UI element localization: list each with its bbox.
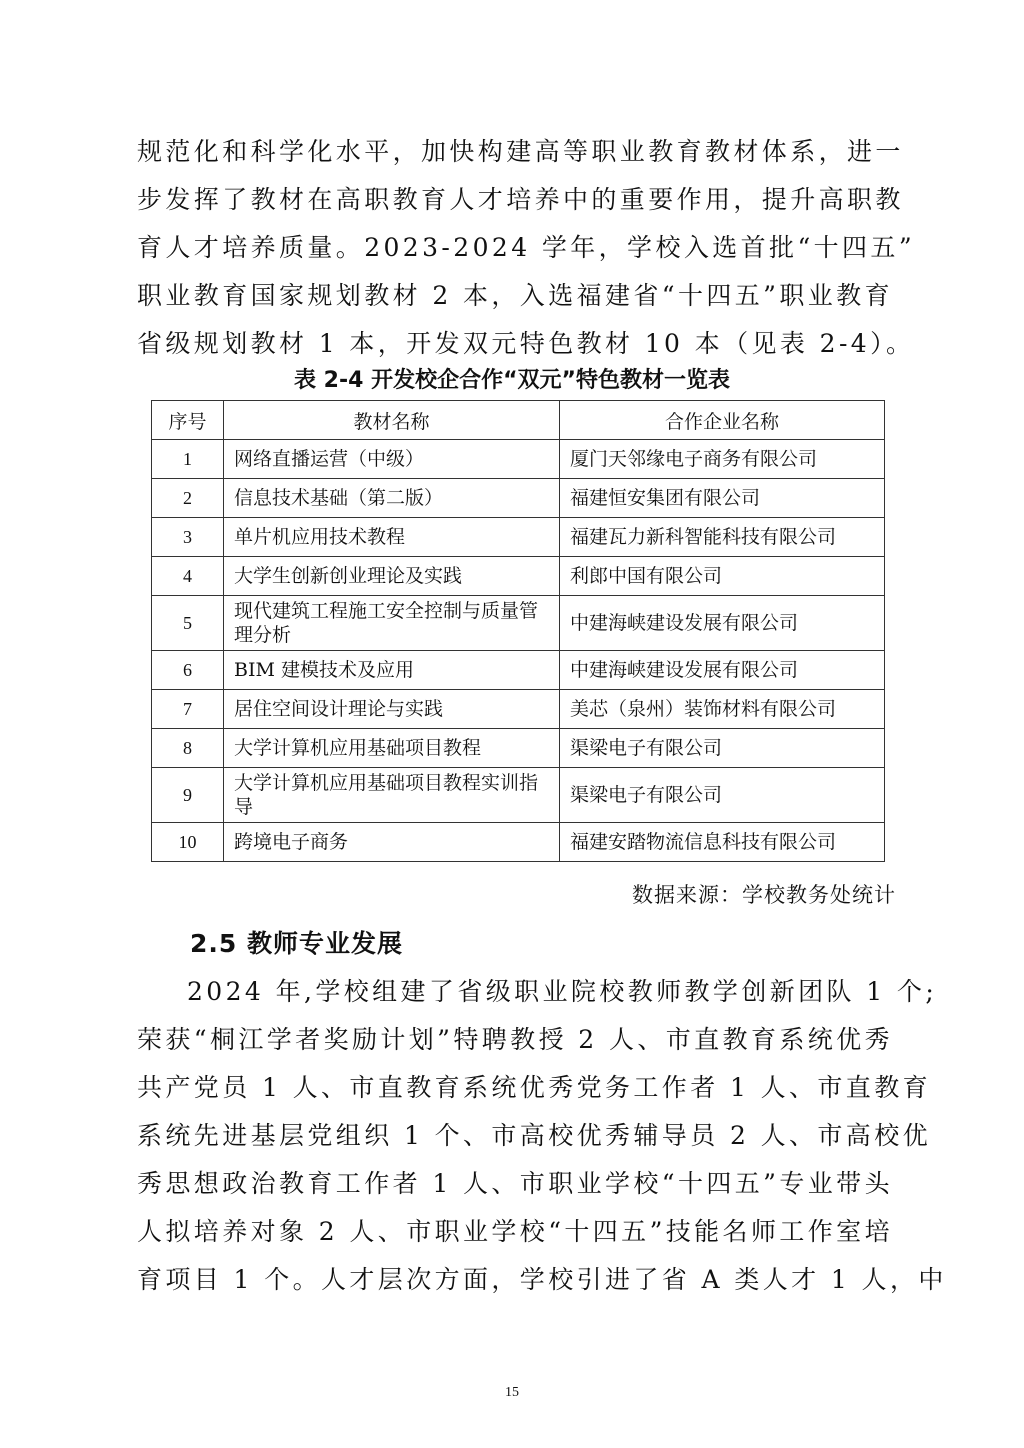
text-line: 秀思想政治教育工作者 1 人、市职业学校“十四五”专业带头: [137, 1169, 893, 1198]
company-name: 福建安踏物流信息科技有限公司: [560, 823, 885, 862]
text-line: 育人才培养质量。2023-2024 学年，学校入选首批“十四五”: [137, 233, 916, 262]
text-line: 省级规划教材 1 本，开发双元特色教材 10 本（见表 2-4）。: [137, 329, 915, 358]
textbook-title: 现代建筑工程施工安全控制与质量管理分析: [224, 596, 560, 651]
company-name: 福建恒安集团有限公司: [560, 479, 885, 518]
section-paragraph: [137, 968, 947, 1304]
text-line: 育项目 1 个。人才层次方面，学校引进了省 A 类人才 1 人，中: [137, 1265, 947, 1294]
text-line: 共产党员 1 人、市直教育系统优秀党务工作者 1 人、市直教育: [137, 1073, 932, 1102]
table-caption: 表 2-4 开发校企合作“双元”特色教材一览表: [294, 368, 730, 393]
table-row: [152, 768, 885, 823]
textbook-title: 信息技术基础（第二版）: [224, 479, 560, 518]
row-number: 2: [152, 479, 224, 518]
row-number: 6: [152, 651, 224, 690]
data-source-note: 数据来源：学校教务处统计: [632, 883, 896, 907]
textbook-table: [151, 400, 885, 862]
company-name: 厦门天邻缘电子商务有限公司: [560, 440, 885, 479]
intro-paragraph: [137, 128, 916, 368]
table-row: [152, 557, 885, 596]
row-number: 9: [152, 768, 224, 823]
textbook-title: 单片机应用技术教程: [224, 518, 560, 557]
company-name: 中建海峡建设发展有限公司: [560, 596, 885, 651]
header-company: 合作企业名称: [560, 401, 885, 440]
row-number: 10: [152, 823, 224, 862]
textbook-title: 大学生创新创业理论及实践: [224, 557, 560, 596]
company-name: 利郎中国有限公司: [560, 557, 885, 596]
textbook-title: 跨境电子商务: [224, 823, 560, 862]
row-number: 1: [152, 440, 224, 479]
company-name: 福建瓦力新科智能科技有限公司: [560, 518, 885, 557]
company-name: 渠梁电子有限公司: [560, 729, 885, 768]
text-line: 系统先进基层党组织 1 个、市高校优秀辅导员 2 人、市高校优: [137, 1121, 932, 1150]
textbook-title: 网络直播运营（中级）: [224, 440, 560, 479]
table-row: [152, 690, 885, 729]
row-number: 7: [152, 690, 224, 729]
row-number: 8: [152, 729, 224, 768]
text-line: 步发挥了教材在高职教育人才培养中的重要作用，提升高职教: [137, 185, 904, 214]
text-line: 人拟培养对象 2 人、市职业学校“十四五”技能名师工作室培: [137, 1217, 893, 1246]
table-header-row: [152, 401, 885, 440]
table-row: [152, 479, 885, 518]
text-line: 规范化和科学化水平，加快构建高等职业教育教材体系，进一: [137, 137, 904, 166]
textbook-title: BIM 建模技术及应用: [224, 651, 560, 690]
company-name: 中建海峡建设发展有限公司: [560, 651, 885, 690]
row-number: 4: [152, 557, 224, 596]
table-row: [152, 440, 885, 479]
page-number: 15: [505, 1385, 519, 1400]
row-number: 5: [152, 596, 224, 651]
header-textbook-title: 教材名称: [224, 401, 560, 440]
table-row: [152, 823, 885, 862]
company-name: 渠梁电子有限公司: [560, 768, 885, 823]
table-row: [152, 651, 885, 690]
table-row: [152, 596, 885, 651]
company-name: 美芯（泉州）装饰材料有限公司: [560, 690, 885, 729]
table-row: [152, 729, 885, 768]
row-number: 3: [152, 518, 224, 557]
header-number: 序号: [152, 401, 224, 440]
text-line: 职业教育国家规划教材 2 本，入选福建省“十四五”职业教育: [137, 281, 893, 310]
textbook-title: 居住空间设计理论与实践: [224, 690, 560, 729]
table-row: [152, 518, 885, 557]
section-heading: 2.5 教师专业发展: [190, 929, 403, 958]
textbook-title: 大学计算机应用基础项目教程实训指导: [224, 768, 560, 823]
textbook-title: 大学计算机应用基础项目教程: [224, 729, 560, 768]
text-line: 2024 年,学校组建了省级职业院校教师教学创新团队 1 个;: [187, 977, 938, 1006]
text-line: 荣获“桐江学者奖励计划”特聘教授 2 人、市直教育系统优秀: [137, 1025, 893, 1054]
